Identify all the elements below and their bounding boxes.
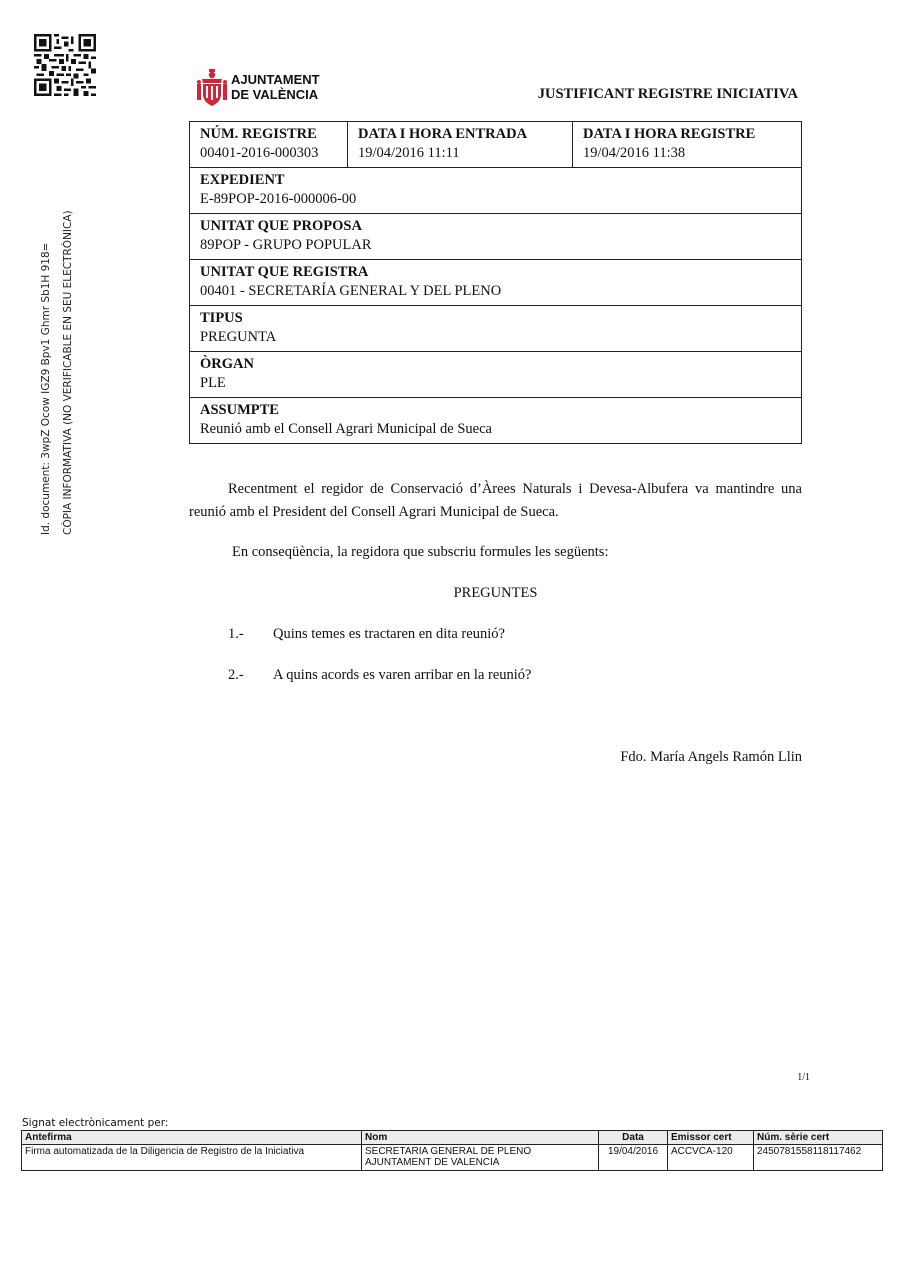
num-registre-cell [190,122,348,168]
num-registre-label: NÚM. REGISTRE [200,126,317,142]
assumpte-value: Reunió amb el Consell Agrari Municipal de Sueca [200,421,492,437]
unitat-registra-label: UNITAT QUE REGISTRA [200,264,369,280]
nom-line2: AJUNTAMENT DE VALENCIA [365,1157,500,1168]
document-id-line: Id. document: 3wpZ Ocow IGZ9 Bpv1 Ghmr Sb1H 918= [40,242,52,535]
col-serie: Núm. sèrie cert [754,1131,883,1145]
emissor-cell: ACCVCA-120 [668,1145,754,1171]
nom-line1: SECRETARIA GENERAL DE PLENO [365,1146,532,1157]
data-entrada-cell [348,122,573,168]
table-row [22,1145,883,1171]
data-registre-value: 19/04/2016 11:38 [583,145,686,161]
page-number: 1/1 [797,1072,810,1083]
serie-cell: 2450781558118117462 [754,1145,883,1171]
organ-label: ÒRGAN [200,356,254,372]
expedient-cell [190,168,802,214]
unitat-registra-value: 00401 - SECRETARÍA GENERAL Y DEL PLENO [200,283,502,299]
unitat-proposa-cell [190,214,802,260]
question-number: 1.- [228,626,244,642]
nom-cell [362,1145,599,1171]
assumpte-cell [190,398,802,444]
unitat-proposa-value: 89POP - GRUPO POPULAR [200,237,372,253]
document-title: JUSTIFICANT REGISTRE INICIATIVA [537,86,798,102]
tipus-cell [190,306,802,352]
question-item [228,623,505,646]
col-emissor: Emissor cert [668,1131,754,1145]
unitat-registra-cell [190,260,802,306]
logo-line1: AJUNTAMENT [231,72,320,87]
question-number: 2.- [228,667,244,683]
data-registre-label: DATA I HORA REGISTRE [583,126,756,142]
question-text: A quins acords es varen arribar en la reunió? [273,667,532,683]
col-data: Data [599,1131,668,1145]
city-crest-icon [196,68,228,108]
tipus-value: PREGUNTA [200,329,277,345]
data-cell: 19/04/2016 [599,1145,668,1171]
logo-line2: DE VALÈNCIA [231,87,319,102]
ajuntament-logo [196,68,326,108]
questions-heading: PREGUNTES [453,585,538,601]
assumpte-label: ASSUMPTE [200,402,279,418]
informative-copy-line: CÒPIA INFORMATIVA (NO VERIFICABLE EN SEU ELECTRÒNICA) [62,210,74,535]
question-item [228,664,531,687]
data-entrada-label: DATA I HORA ENTRADA [358,126,528,142]
organ-cell [190,352,802,398]
registry-table [189,121,802,444]
col-antefirma: Antefirma [22,1131,362,1145]
consequence-paragraph: En conseqüència, la regidora que subscriu formules les següents: [232,544,609,560]
antefirma-cell: Firma automatizada de la Diligencia de Registro de la Iniciativa [22,1145,362,1171]
signatures-header-row [22,1131,883,1145]
signatures-table [21,1130,883,1171]
unitat-proposa-label: UNITAT QUE PROPOSA [200,218,362,234]
question-text: Quins temes es tractaren en dita reunió? [273,626,505,642]
data-entrada-value: 19/04/2016 11:11 [358,145,460,161]
signature-line: Fdo. María Angels Ramón Llin [620,749,802,765]
expedient-value: E-89POP-2016-000006-00 [200,191,357,207]
col-nom: Nom [362,1131,599,1145]
side-document-id [35,210,79,535]
intro-paragraph: Recentment el regidor de Conservació d’Àrees Naturals i Devesa-Albufera va mantindre una reunió amb el President del Consell Agrari Municipal de Sueca. [189,481,802,520]
num-registre-value: 00401-2016-000303 [200,145,319,161]
organ-value: PLE [200,375,226,391]
data-registre-cell [573,122,802,168]
qr-code [34,34,96,96]
tipus-label: TIPUS [200,310,243,326]
expedient-label: EXPEDIENT [200,172,285,188]
signed-by-caption: Signat electrònicament per: [22,1117,169,1129]
